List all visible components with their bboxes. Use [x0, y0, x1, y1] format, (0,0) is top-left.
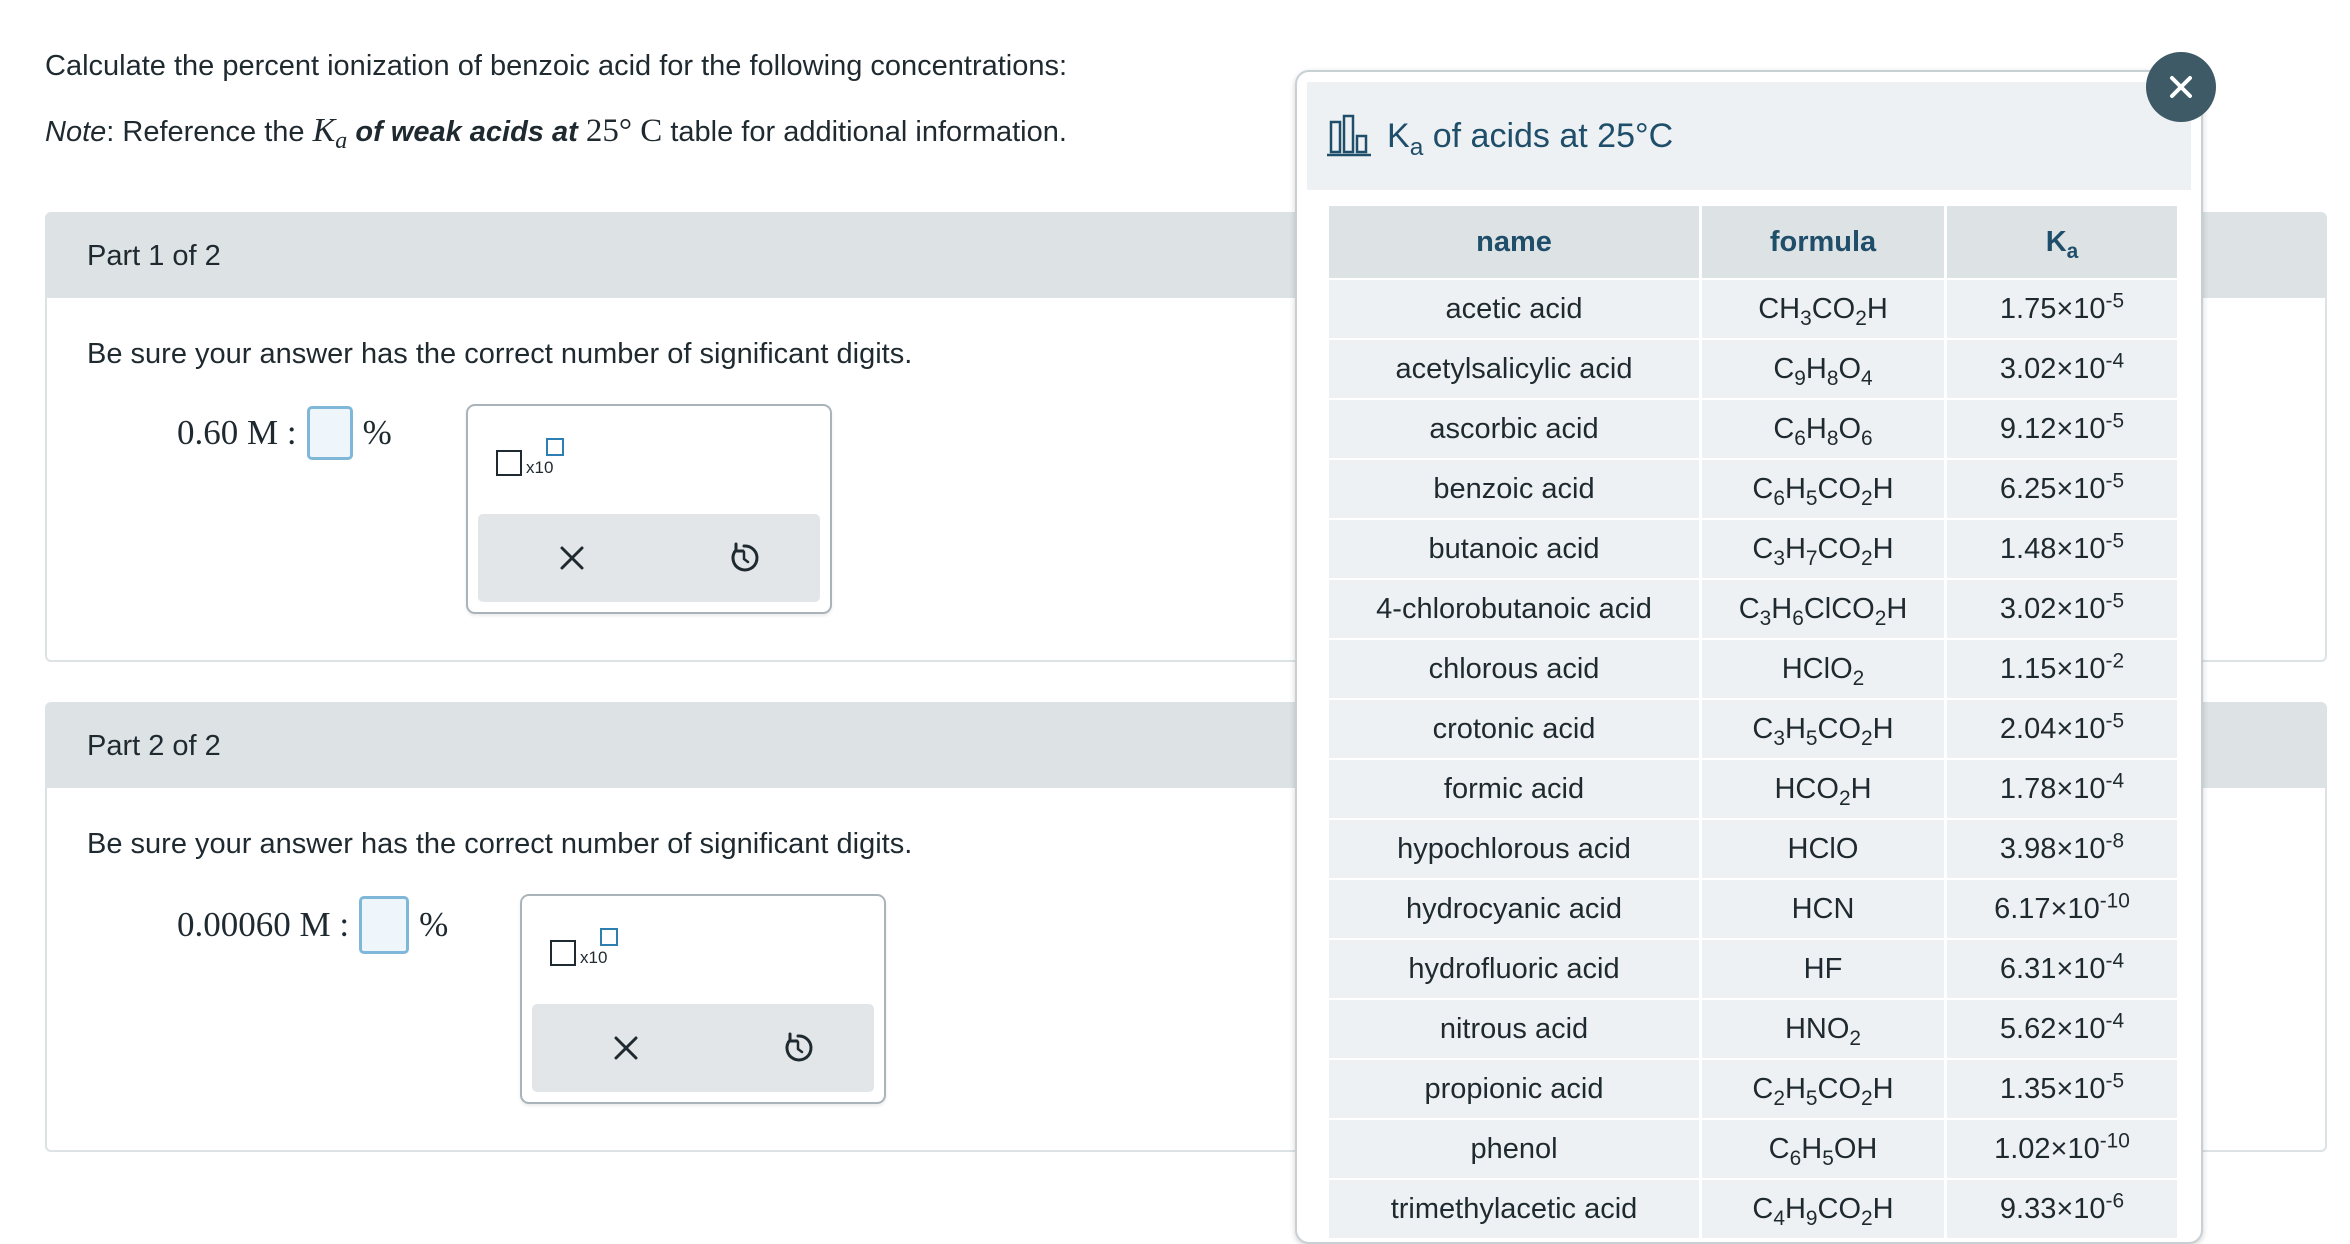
note-k-subscript: a	[335, 127, 348, 154]
acid-name-cell: hydrocyanic acid	[1329, 879, 1701, 939]
ka-mantissa: 3.98×10	[1999, 832, 2106, 865]
undo-icon	[776, 1026, 820, 1070]
table-row	[1329, 1119, 2177, 1179]
popup-title-k: K	[1387, 116, 1410, 155]
clear-x-icon	[550, 536, 594, 580]
ka-exponent: -5	[2105, 288, 2125, 312]
ka-mantissa: 1.78×10	[1999, 772, 2106, 805]
acid-ka-cell	[1946, 699, 2178, 759]
part-2-tool-panel	[520, 894, 886, 1104]
column-header-name: name	[1329, 206, 1701, 279]
ka-exponent: -8	[2105, 828, 2125, 852]
x10-exponent-box-icon	[546, 438, 564, 456]
x10-label: x10	[526, 458, 554, 477]
ka-mantissa: 9.12×10	[1999, 412, 2106, 445]
clear-button[interactable]	[550, 536, 594, 580]
x10-exponent-box-icon	[600, 928, 618, 946]
acid-formula-cell: $HNO_2$	[1701, 999, 1946, 1059]
note-post: table for additional information.	[662, 116, 1067, 148]
acid-ka-cell	[1946, 879, 2178, 939]
acid-formula-cell: $C_3H_5CO_2H$	[1701, 699, 1946, 759]
acid-name-cell: formic acid	[1329, 759, 1701, 819]
x10-mantissa-box-icon	[550, 940, 576, 966]
table-row	[1329, 999, 2177, 1059]
ka-exponent: -2	[2105, 648, 2125, 672]
acid-name-cell: ascorbic acid	[1329, 399, 1701, 459]
ka-exponent: -5	[2105, 528, 2125, 552]
part-1-header: Part 1 of 2	[47, 214, 2325, 298]
note-pre: : Reference the	[106, 116, 313, 148]
acid-name-cell: benzoic acid	[1329, 459, 1701, 519]
clear-x-icon	[604, 1026, 648, 1070]
part-1-tool-panel	[466, 404, 832, 614]
acid-formula-cell: $C_6H_5OH$	[1701, 1119, 1946, 1179]
ka-table-body	[1329, 279, 2177, 1238]
acid-formula-cell: $C_6H_5CO_2H$	[1701, 459, 1946, 519]
acid-formula-cell: HClO$_2$	[1701, 639, 1946, 699]
popup-header	[1307, 82, 2191, 190]
acid-ka-cell	[1946, 1179, 2178, 1238]
acid-name-cell: acetylsalicylic acid	[1329, 339, 1701, 399]
part-2-answer-row	[177, 896, 448, 954]
close-button[interactable]	[2146, 52, 2216, 122]
part-1-concentration: 0.60 M :	[177, 413, 297, 452]
ka-mantissa: 6.25×10	[1999, 472, 2106, 505]
ka-exponent: -4	[2105, 1008, 2125, 1032]
popup-title-subscript: a	[1409, 133, 1424, 161]
ka-exponent: -5	[2105, 588, 2125, 612]
table-row	[1329, 399, 2177, 459]
part-2-header: Part 2 of 2	[47, 704, 2325, 788]
bar-chart-icon	[1327, 114, 1371, 158]
acid-ka-cell	[1946, 459, 2178, 519]
ka-exponent: -4	[2105, 768, 2125, 792]
acid-name-cell: chlorous acid	[1329, 639, 1701, 699]
acid-ka-cell	[1946, 759, 2178, 819]
table-row	[1329, 699, 2177, 759]
acid-ka-cell	[1946, 819, 2178, 879]
table-row	[1329, 939, 2177, 999]
note-bold: of weak acids at	[347, 116, 586, 148]
x10-mantissa-box-icon	[496, 450, 522, 476]
ka-exponent: -10	[2099, 888, 2130, 912]
table-row	[1329, 1059, 2177, 1119]
note-label: Note	[45, 116, 107, 148]
acid-formula-cell: HClO	[1701, 819, 1946, 879]
acid-name-cell: propionic acid	[1329, 1059, 1701, 1119]
ka-mantissa: 1.02×10	[1994, 1132, 2100, 1165]
column-header-ka-k: K	[2045, 225, 2067, 258]
table-row	[1329, 279, 2177, 339]
ka-mantissa: 3.02×10	[1999, 352, 2106, 385]
acid-name-cell: 4-chlorobutanoic acid	[1329, 579, 1701, 639]
x10-exponent-button[interactable]	[496, 436, 566, 486]
ka-mantissa: 9.33×10	[1999, 1192, 2106, 1225]
ka-mantissa: 1.48×10	[1999, 532, 2106, 565]
table-row	[1329, 1179, 2177, 1238]
acid-name-cell: hypochlorous acid	[1329, 819, 1701, 879]
table-row	[1329, 459, 2177, 519]
ka-mantissa: 6.17×10	[1994, 892, 2100, 925]
ka-exponent: -5	[2105, 408, 2125, 432]
ka-mantissa: 2.04×10	[1999, 712, 2106, 745]
acid-ka-cell	[1946, 999, 2178, 1059]
clear-button[interactable]	[604, 1026, 648, 1070]
acid-name-cell: butanoic acid	[1329, 519, 1701, 579]
part-2-instruction: Be sure your answer has the correct number of significant digits.	[87, 828, 913, 860]
acid-name-cell: acetic acid	[1329, 279, 1701, 339]
acid-ka-cell	[1946, 579, 2178, 639]
table-row	[1329, 759, 2177, 819]
acid-formula-cell: $HCO_2H$	[1701, 759, 1946, 819]
table-row	[1329, 639, 2177, 699]
part-1-answer-input[interactable]	[307, 406, 353, 460]
acid-formula-cell: $C_6H_8O_6$	[1701, 399, 1946, 459]
ka-mantissa: 6.31×10	[1999, 952, 2106, 985]
x10-exponent-button[interactable]	[550, 926, 620, 976]
part-2-answer-input[interactable]	[359, 896, 409, 954]
table-row	[1329, 819, 2177, 879]
popup-title	[1387, 116, 1674, 161]
ka-exponent: -4	[2105, 348, 2125, 372]
x10-label: x10	[580, 948, 608, 967]
table-row	[1329, 879, 2177, 939]
part-1-tool-bar	[478, 514, 820, 602]
table-row	[1329, 339, 2177, 399]
ka-table-popup	[1295, 70, 2203, 1244]
popup-title-rest: of acids at 25°C	[1423, 116, 1674, 155]
acid-name-cell: nitrous acid	[1329, 999, 1701, 1059]
acid-ka-cell	[1946, 639, 2178, 699]
acid-formula-cell: $CH_3CO_2H$	[1701, 279, 1946, 339]
ka-exponent: -5	[2105, 1068, 2125, 1092]
acid-formula-cell: $C_3H_6ClCO_2H$	[1701, 579, 1946, 639]
acid-name-cell: phenol	[1329, 1119, 1701, 1179]
ka-mantissa: 1.75×10	[1999, 292, 2106, 325]
acid-formula-cell: $C_4H_9CO_2H$	[1701, 1179, 1946, 1238]
part-2-concentration: 0.00060 M :	[177, 905, 350, 944]
part-2-tool-bar	[532, 1004, 874, 1092]
acid-formula-cell: $C_3H_7CO_2H$	[1701, 519, 1946, 579]
undo-button[interactable]	[776, 1026, 820, 1070]
acid-ka-cell	[1946, 1059, 2178, 1119]
ka-exponent: -4	[2105, 948, 2125, 972]
column-header-ka-subscript: a	[2066, 239, 2079, 263]
acid-formula-cell: HCN	[1701, 879, 1946, 939]
acid-formula-cell: HF	[1701, 939, 1946, 999]
table-header-row	[1329, 206, 2177, 279]
acid-name-cell: trimethylacetic acid	[1329, 1179, 1701, 1238]
column-header-formula: formula	[1701, 206, 1946, 279]
acid-ka-cell	[1946, 339, 2178, 399]
ka-exponent: -10	[2099, 1128, 2130, 1152]
acid-ka-cell	[1946, 399, 2178, 459]
question-prompt: Calculate the percent ionization of benzoic acid for the following concentrations:	[45, 50, 1068, 82]
ka-table	[1329, 206, 2177, 1238]
acid-name-cell: crotonic acid	[1329, 699, 1701, 759]
ka-mantissa: 1.35×10	[1999, 1072, 2106, 1105]
ka-mantissa: 5.62×10	[1999, 1012, 2106, 1045]
ka-mantissa: 1.15×10	[1999, 652, 2106, 685]
acid-ka-cell	[1946, 1119, 2178, 1179]
ka-exponent: -5	[2105, 708, 2125, 732]
acid-ka-cell	[1946, 519, 2178, 579]
ka-mantissa: 3.02×10	[1999, 592, 2106, 625]
undo-icon	[722, 536, 766, 580]
ka-exponent: -6	[2105, 1188, 2125, 1212]
note-k: K	[312, 112, 336, 149]
table-row	[1329, 579, 2177, 639]
table-row	[1329, 519, 2177, 579]
part-1-instruction: Be sure your answer has the correct number of significant digits.	[87, 338, 913, 370]
note-line	[45, 112, 1067, 154]
acid-ka-cell	[1946, 939, 2178, 999]
undo-button[interactable]	[722, 536, 766, 580]
close-icon	[2167, 73, 2195, 101]
part-2-unit: %	[419, 905, 449, 944]
note-temperature: 25° C	[585, 113, 663, 149]
acid-ka-cell	[1946, 279, 2178, 339]
column-header-ka	[1946, 206, 2178, 279]
acid-name-cell: hydrofluoric acid	[1329, 939, 1701, 999]
part-1-unit: %	[362, 413, 392, 452]
acid-formula-cell: $C_9H_8O_4$	[1701, 339, 1946, 399]
ka-exponent: -5	[2105, 468, 2125, 492]
acid-formula-cell: $C_2H_5CO_2H$	[1701, 1059, 1946, 1119]
part-1-answer-row	[177, 406, 392, 460]
